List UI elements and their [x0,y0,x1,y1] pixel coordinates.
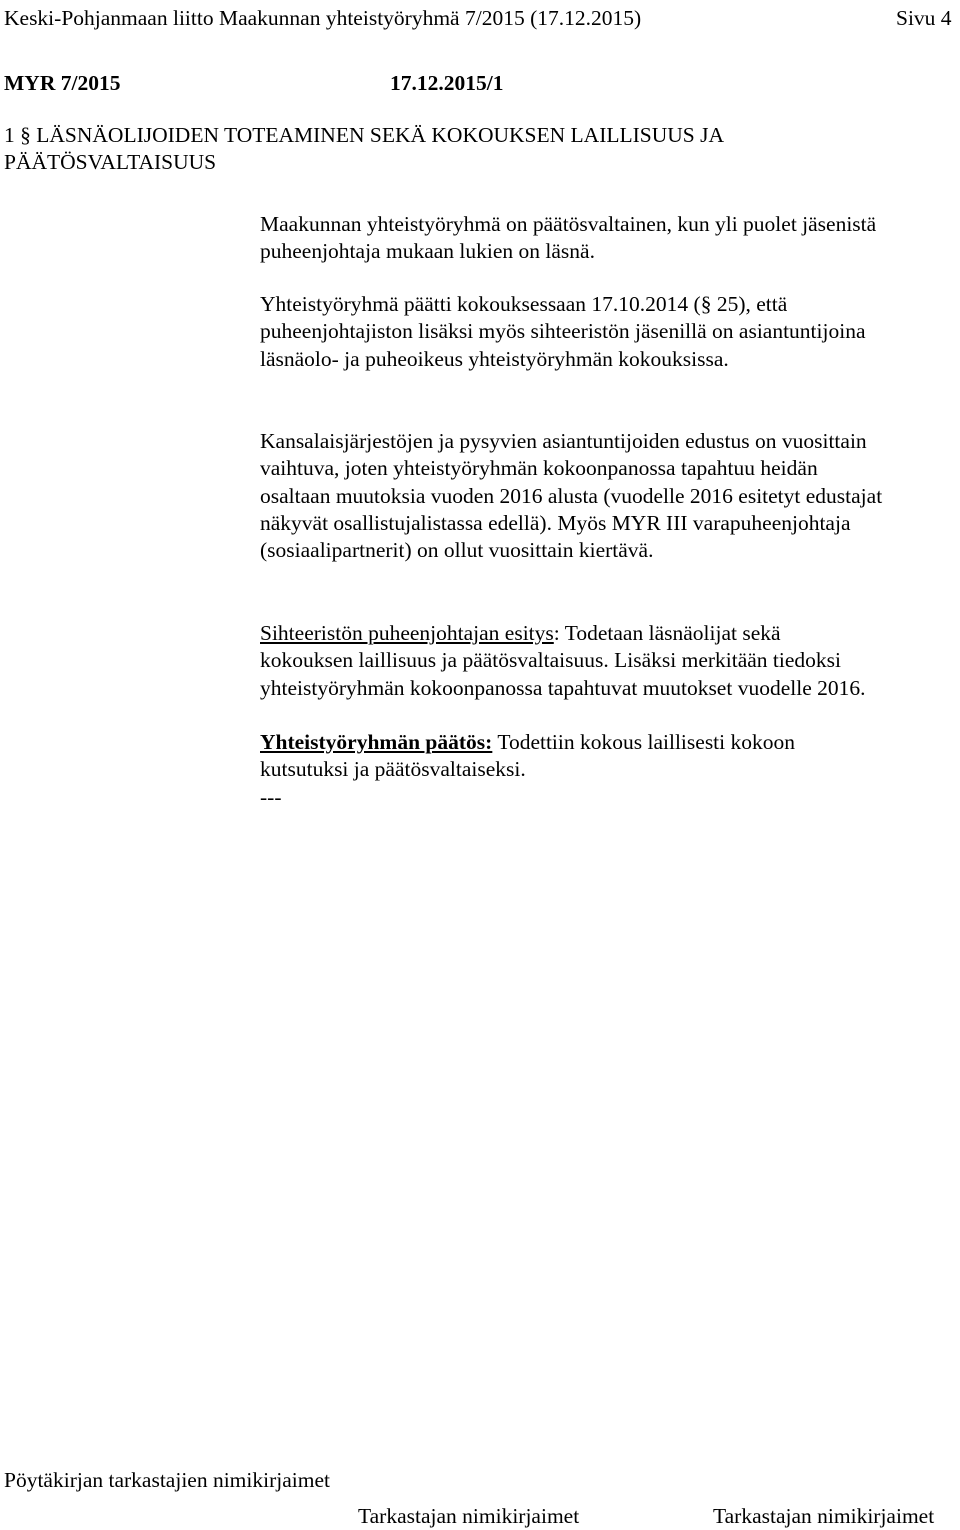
paragraph-line [260,291,950,318]
decision-text: Todettiin kokous laillisesti kokoon [492,730,796,754]
proposal-paragraph [260,620,950,702]
paragraph-text: Yhteistyöryhmä päätti kokouksessaan 17.10.2014 ( [260,292,701,316]
paragraph-line: kutsutuksi ja päätösvaltaiseksi. [260,757,526,782]
paragraph-line: puheenjohtaja mukaan lukien on läsnä. [260,239,595,264]
page-number: Sivu 4 [896,6,952,30]
paragraph-line: (sosiaalipartnerit) on ollut vuosittain kiertävä. [260,538,654,563]
footer-signatures-label: Pöytäkirjan tarkastajien nimikirjaimet [4,1468,330,1492]
meeting-reference: 17.12.2015/1 [390,71,504,95]
paragraph-experts [260,291,950,373]
end-marker: --- [260,784,282,809]
paragraph-line: Kansalaisjärjestöjen ja pysyvien asiantuntijoiden edustus on vuosittain [260,429,867,453]
proposal-label: Sihteeristön puheenjohtajan esitys [260,621,554,645]
section-sign: § [700,292,712,316]
section-number: 1 [4,123,15,147]
paragraph-line: puheenjohtajiston lisäksi myös sihteeristön jäsenillä on asiantuntijoina [260,319,866,344]
footer-checker-1: Tarkastajan nimikirjaimet [358,1504,580,1528]
paragraph-line: läsnäolo- ja puheoikeus yhteistyöryhmän kokouksissa. [260,346,729,371]
proposal-text: : Todetaan läsnäolijat sekä [553,621,781,645]
paragraph-quorum [260,211,950,266]
meeting-id: MYR 7/2015 [4,71,121,95]
paragraph-line: näkyvät osallistujalistassa edellä). Myös MYR III varapuheenjohtaja [260,510,851,535]
footer-checker-2: Tarkastajan nimikirjaimet [713,1504,935,1528]
decision-label: Yhteistyöryhmän päätös: [260,730,493,754]
section-heading [4,121,724,149]
header-title: Keski-Pohjanmaan liitto Maakunnan yhteistyöryhmä 7/2015 (17.12.2015) [4,6,642,30]
paragraph-line: vaihtuva, joten yhteistyöryhmän kokoonpanossa tapahtuu heidän [260,456,818,481]
paragraph-representation [260,428,950,564]
section-title-line1: LÄSNÄOLIJOIDEN TOTEAMINEN SEKÄ KOKOUKSEN LAILLISUUS JA [36,123,725,147]
section-title-line2: PÄÄTÖSVALTAISUUS [4,150,217,174]
paragraph-line: osaltaan muutoksia vuoden 2016 alusta (vuodelle 2016 esitetyt edustajat [260,483,883,508]
paragraph-line: Maakunnan yhteistyöryhmä on päätösvaltainen, kun yli puolet jäsenistä [260,212,877,236]
section-sign: § [20,123,31,147]
decision-paragraph [260,729,950,811]
paragraph-text: 25), että [711,292,788,316]
paragraph-line [260,729,950,756]
paragraph-line: kokouksen laillisuus ja päätösvaltaisuus. Lisäksi merkitään tiedoksi [260,648,842,673]
paragraph-line [260,620,950,647]
paragraph-line: yhteistyöryhmän kokoonpanossa tapahtuvat muutokset vuodelle 2016. [260,675,866,700]
